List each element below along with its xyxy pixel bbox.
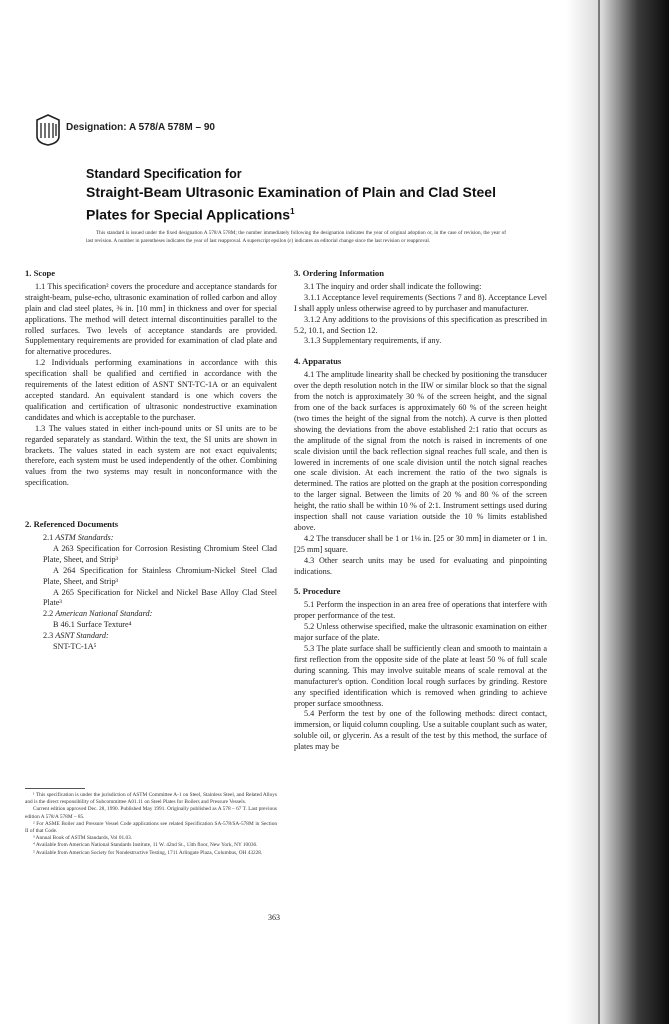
scope-paragraph: 1.1 This specification² covers the procedure and acceptance standards for straight-beam, pulse-echo, ultrasonic examination of rolled carbon and alloy plain and clad steel plates, ⅜ in. [10 mm] in thickness and over for special applications. The method will detect internal discontinuities parallel to the rolled surfaces. Two levels of acceptance standards are provided. Supplementary requirements are provided for examination of clad plate and for alternative procedures. — [25, 281, 277, 357]
scope-paragraph: 1.3 The values stated in either inch-pound units or SI units are to be regarded separately as standard. Within the text, the SI units are shown in brackets. The values stated in each system are not exact equivalents; therefore, each system must be used independently of the other. Combining values from the two systems may result in nonconformance with the specification. — [25, 423, 277, 488]
title-line-2: Straight-Beam Ultrasonic Examination of Plain and Clad Steel — [86, 184, 496, 200]
footnote: ⁴ Available from American National Standards Institute, 11 W. 42nd St., 13th floor, New York, NY 10036. — [33, 842, 258, 849]
procedure-paragraph: 5.1 Perform the inspection in an area free of operations that interfere with proper performance of the test. — [294, 600, 547, 621]
ref-subsection-title: American National Standard: — [55, 609, 153, 619]
footnotes — [25, 792, 277, 857]
scan-edge-line — [598, 0, 600, 1024]
scope-heading: 1. Scope — [25, 268, 56, 278]
apparatus-paragraph: 4.3 Other search units may be used for evaluating and pinpointing indications. — [294, 555, 547, 576]
ref-subsection — [25, 533, 277, 544]
footnote: ⁵ Available from American Society for Nondestructive Testing, 1711 Arlingate Plaza, Columbus, OH 43228. — [33, 849, 263, 856]
ordering-paragraph: 3.1.1 Acceptance level requirements (Sections 7 and 8). Acceptance Level I shall apply unless otherwise agreed to by purchaser and manufacturer. — [294, 292, 547, 313]
ref-subsection-number: 2.3 — [43, 631, 54, 641]
reference-item: A 264 Specification for Stainless Chromium-Nickel Steel Clad Plate, Sheet, and Strip³ — [43, 565, 277, 586]
procedure-paragraph: 5.2 Unless otherwise specified, make the ultrasonic examination on either major surface of the plate. — [294, 622, 547, 643]
footnote: Current edition approved Dec. 28, 1990. Published May 1991. Originally published as A 578 – 67 T. Last previous edition A 578/A 578M – 85. — [25, 806, 277, 820]
astm-logo-icon — [36, 114, 60, 146]
page-number: 363 — [268, 913, 280, 922]
ref-subsection-number: 2.1 — [43, 533, 54, 543]
ordering-paragraph: 3.1.2 Any additions to the provisions of this specification as prescribed in 5.2, 10.1, and Section 12. — [294, 314, 547, 335]
ref-subsection-title: ASNT Standard: — [55, 631, 109, 641]
ordering-paragraph: 3.1 The inquiry and order shall indicate the following: — [304, 281, 482, 291]
document-title — [86, 166, 556, 225]
left-column — [25, 268, 277, 653]
title-line-3 — [86, 202, 556, 225]
reference-item: A 265 Specification for Nickel and Nickel Base Alloy Clad Steel Plate³ — [43, 587, 277, 608]
ref-subsection-title: ASTM Standards: — [55, 533, 114, 543]
reference-item: A 263 Specification for Corrosion Resisting Chromium Steel Clad Plate, Sheet, and Strip³ — [43, 543, 277, 564]
title-line-1: Standard Specification for — [86, 167, 242, 181]
scan-dark-edge — [566, 0, 669, 1024]
issue-note: This standard is issued under the fixed designation A 578/A 578M; the number immediately following the designation indicates the year of original adoption or, in the case of revision, the year of last revision. A number in parentheses indicates the year of last reapproval. A superscript epsilon (ε) indicates an editorial change since the last revision or reapproval. — [86, 230, 506, 244]
ordering-information-heading: 3. Ordering Information — [294, 268, 384, 278]
ref-subsection-number: 2.2 — [43, 609, 54, 619]
ref-subsection — [25, 609, 277, 620]
ordering-paragraph: 3.1.3 Supplementary requirements, if any. — [304, 336, 442, 346]
referenced-documents-heading: 2. Referenced Documents — [25, 519, 119, 530]
title-line-3-text: Plates for Special Applications — [86, 206, 291, 223]
footnote-rule — [25, 788, 85, 789]
title-footnote-marker: 1 — [290, 207, 295, 216]
designation: Designation: A 578/A 578M – 90 — [66, 122, 215, 133]
reference-item: B 46.1 Surface Texture⁴ — [53, 620, 132, 630]
apparatus-paragraph: 4.1 The amplitude linearity shall be checked by positioning the transducer over the depth resolution notch in the IIW or similar block so that the signal from the notch is approximately 30 % of the screen height, and the signal from one of the back surfaces is approximately 60 % of the screen height (two times the height of the signal from the notch). A curve is then plotted showing the deviations from the above established 2:1 ratio that occurs as the amplitude of the signal from the notch is raised in increments of one scale division until the back reflection signal reaches full scale, and then is lowered in increments of one scale division until the notch signal reaches one scale division. At each increment the ratio of the two signals is determined. The ratios are plotted on the graph at the position corresponding to the larger signal. Between the limits of 20 % and 80 % of the screen height, the ratio shall be within 10 % of 2:1. Instrument settings used during inspection shall not cause variation outside the 10 % limits established above. — [294, 370, 547, 532]
footnote: ¹ This specification is under the jurisdiction of ASTM Committee A-1 on Steel, Stainless Steel, and Related Alloys and is the direct responsibility of Subcommittee A01.11 on Steel Plates for Boilers and Pressure Vessels. — [25, 792, 277, 806]
apparatus-paragraph: 4.2 The transducer shall be 1 or 1⅛ in. [25 or 30 mm] in diameter or 1 in. [25 mm] square. — [294, 533, 547, 554]
procedure-paragraph: 5.4 Perform the test by one of the following methods: direct contact, immersion, or liquid column coupling. Use a suitable couplant such as water, soluble oil, or glycerin. As a result of the test by this method, the surface of plates may be — [294, 709, 547, 752]
footnote: ² For ASME Boiler and Pressure Vessel Code applications see related Specification SA-578/SA-578M in Section II of that Code. — [25, 820, 277, 835]
scope-paragraph: 1.2 Individuals performing examinations in accordance with this specification shall be qualified and certified in accordance with the requirements of the latest edition of ASNT SNT-TC-1A or an equivalent accepted standard. An equivalent standard is one which covers the qualification and certification of ultrasonic nondestructive examination candidates and which is acceptable to the purchaser. — [25, 358, 277, 422]
apparatus-heading: 4. Apparatus — [294, 356, 342, 367]
reference-item: SNT-TC-1A⁵ — [53, 642, 97, 652]
footnote: ³ Annual Book of ASTM Standards, Vol 01.03. — [33, 835, 133, 842]
procedure-heading: 5. Procedure — [294, 586, 341, 597]
right-column — [294, 268, 547, 753]
procedure-paragraph: 5.3 The plate surface shall be sufficiently clean and smooth to maintain a first reflection from the opposite side of the plate at least 50 % of full scale during scanning. This may involve suitable means of scale removal at the manufacturer's option. Condition local rough surfaces by grinding. Restore any specified identification which is removed when grinding to achieve proper surface smoothness. — [294, 644, 547, 708]
ref-subsection — [25, 631, 277, 642]
